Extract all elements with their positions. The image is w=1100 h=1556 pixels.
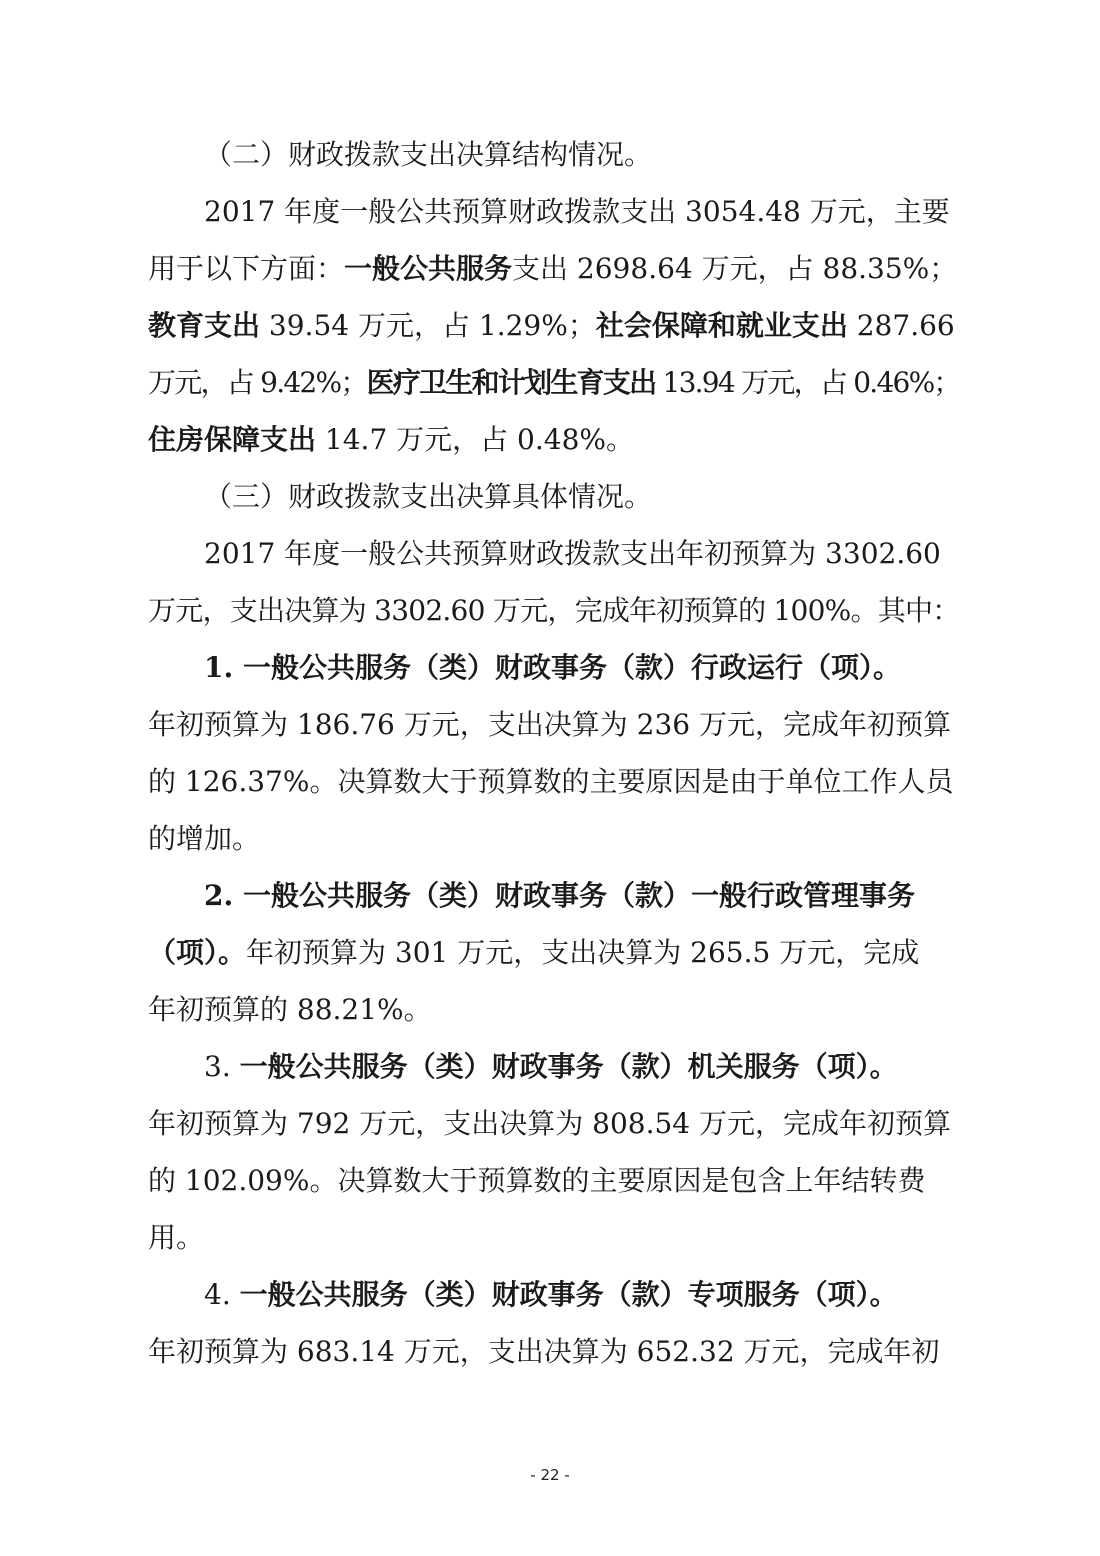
text-line — [148, 297, 960, 354]
text-line — [148, 411, 960, 468]
text-segment: 万元，支出决算为 3302.60 万元，完成年初预算的 100%。其中： — [148, 594, 960, 627]
text-segment: 万元，占 9.42%； — [148, 366, 367, 399]
text-segment: 4. — [204, 1278, 240, 1311]
text-segment: 14.7 万元，占 0.48%。 — [316, 423, 635, 456]
text-line — [148, 183, 960, 240]
bold-text-segment: 住房保障支出 — [148, 423, 317, 456]
text-line — [148, 810, 960, 867]
text-segment: （三）财政拨款支出决算具体情况。 — [204, 480, 653, 513]
bold-text-segment: 教育支出 — [148, 309, 261, 342]
text-segment: 的 102.09%。决算数大于预算数的主要原因是包含上年结转费 — [148, 1164, 926, 1197]
text-segment: 3. — [204, 1050, 240, 1083]
document-body — [148, 126, 960, 1380]
text-line — [148, 696, 960, 753]
bold-text-segment: 医疗卫生和计划生育支出 — [366, 366, 656, 399]
text-segment: 的增加。 — [148, 822, 261, 855]
text-segment: 用。 — [148, 1221, 205, 1254]
text-segment: 13.94 万元，占 0.46%； — [655, 366, 960, 399]
text-line — [148, 639, 960, 696]
bold-text-segment: 2. 一般公共服务（类）财政事务（款）一般行政管理事务 — [204, 879, 915, 912]
text-segment: 的 126.37%。决算数大于预算数的主要原因是由于单位工作人员 — [148, 765, 954, 798]
page-number: - 22 - — [530, 1466, 570, 1484]
text-line — [148, 1266, 960, 1323]
text-segment: 年初预算为 683.14 万元，支出决算为 652.32 万元，完成年初 — [148, 1335, 940, 1368]
text-segment: 年初预算为 186.76 万元，支出决算为 236 万元，完成年初预算 — [148, 708, 952, 741]
text-segment: 39.54 万元，占 1.29%； — [260, 309, 596, 342]
text-segment: 用于以下方面： — [148, 252, 345, 285]
text-segment: 287.66 — [847, 309, 955, 342]
text-segment: 年初预算的 88.21%。 — [148, 993, 432, 1026]
bold-text-segment: 社会保障和就业支出 — [595, 309, 848, 342]
text-line — [148, 468, 960, 525]
text-segment: 2017 年度一般公共预算财政拨款支出年初预算为 3302.60 — [204, 537, 941, 570]
text-line — [148, 924, 960, 981]
text-line — [148, 753, 960, 810]
text-segment: 年初预算为 792 万元，支出决算为 808.54 万元，完成年初预算 — [148, 1107, 952, 1140]
text-line — [148, 1323, 960, 1380]
text-line — [148, 582, 960, 639]
text-line — [148, 867, 960, 924]
bold-text-segment: 一般公共服务（类）财政事务（款）专项服务（项）。 — [239, 1278, 898, 1311]
bold-text-segment: （项）。 — [148, 936, 247, 969]
text-line — [148, 126, 960, 183]
text-line — [148, 1038, 960, 1095]
bold-text-segment: 一般公共服务（类）财政事务（款）机关服务（项）。 — [239, 1050, 898, 1083]
text-segment: 支出 2698.64 万元，占 88.35%； — [512, 252, 958, 285]
text-line — [148, 240, 960, 297]
text-line — [148, 1152, 960, 1209]
text-line — [148, 525, 960, 582]
text-line — [148, 1209, 960, 1266]
text-segment: 2017 年度一般公共预算财政拨款支出 3054.48 万元，主要 — [204, 195, 950, 228]
text-line — [148, 354, 960, 411]
bold-text-segment: 1. 一般公共服务（类）财政事务（款）行政运行（项）。 — [204, 651, 901, 684]
text-segment: 年初预算为 301 万元，支出决算为 265.5 万元，完成 — [246, 936, 920, 969]
text-line — [148, 1095, 960, 1152]
text-line — [148, 981, 960, 1038]
bold-text-segment: 一般公共服务 — [344, 252, 513, 285]
text-segment: （二）财政拨款支出决算结构情况。 — [204, 138, 653, 171]
